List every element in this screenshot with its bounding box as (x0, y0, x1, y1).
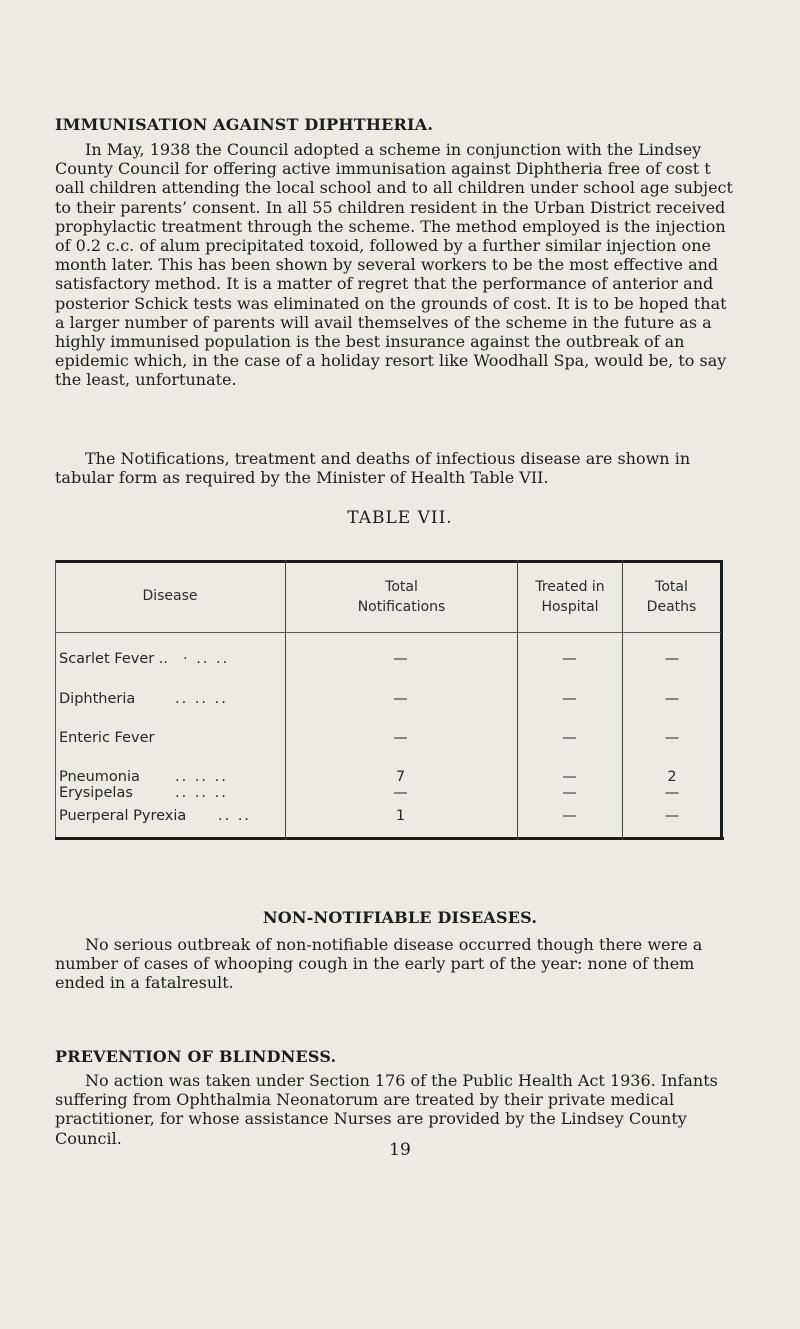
disease-name: Puerperal Pyrexia (59, 808, 187, 824)
header-divider (55, 632, 721, 633)
hospital-cell: — (562, 691, 577, 707)
notifications-cell: — (393, 691, 408, 707)
deaths-cell: — (664, 691, 680, 707)
disease-name: Enteric Fever (59, 730, 155, 746)
disease-name: Diphtheria (59, 691, 136, 707)
disease-name: Scarlet Fever .. (59, 651, 169, 667)
disease-name: Erysipelas (59, 785, 133, 801)
header-disease: Disease (142, 588, 198, 604)
deaths-cell: — (664, 785, 680, 801)
leader-dots: .. .. (218, 808, 252, 824)
table-row (55, 808, 721, 832)
table-row (55, 691, 721, 715)
notifications-cell: 7 (395, 769, 406, 785)
table-row (55, 785, 721, 809)
hospital-cell: — (562, 730, 577, 746)
hospital-cell: — (562, 785, 577, 801)
deaths-cell: — (664, 651, 680, 667)
disease-name: Pneumonia (59, 769, 140, 785)
header-notifications-line2: Notifications (357, 599, 446, 615)
deaths-cell: 2 (667, 769, 677, 785)
leader-dots: .. .. .. (175, 785, 228, 801)
header-hospital-line2: Hospital (541, 599, 599, 615)
hospital-cell: — (562, 651, 577, 667)
hospital-cell: — (562, 808, 577, 824)
table-row (55, 730, 721, 754)
notifications-cell: — (393, 785, 408, 801)
deaths-cell: — (664, 808, 680, 824)
immunisation-heading: IMMUNISATION AGAINST DIPHTHERIA. (55, 115, 434, 134)
deaths-cell: — (664, 730, 680, 746)
table-bottom-rule (55, 837, 724, 840)
notifications-cell: 1 (395, 808, 406, 824)
header-deaths-line2: Deaths (646, 599, 697, 615)
header-notifications-line1: Total (385, 579, 418, 595)
notifications-cell: — (393, 651, 408, 667)
page-number: 19 (389, 1140, 411, 1160)
notifications-paragraph: The Notifications, treatment and deaths of infectious disease are shown in tabular form as required by the Minister of Health Table VII. (55, 449, 691, 488)
header-deaths-line1: Total (655, 579, 688, 595)
leader-dots: · .. .. (183, 651, 230, 667)
leader-dots: .. .. .. (175, 769, 228, 785)
notifications-cell: — (393, 730, 408, 746)
blindness-heading: PREVENTION OF BLINDNESS. (55, 1047, 337, 1066)
header-hospital-line1: Treated in (535, 579, 605, 595)
table-title: TABLE VII. (347, 508, 453, 528)
hospital-cell: — (562, 769, 577, 785)
blindness-paragraph: No action was taken under Section 176 of the Public Health Act 1936. Infants suffering from Ophthalmia Neonatorum are treated by their private medical practitioner, for whose assistance Nurses are provided by the Lindsey County Council. (55, 1071, 718, 1148)
leader-dots: .. .. .. (175, 691, 228, 707)
non-notifiable-heading: NON-NOTIFIABLE DISEASES. (262, 908, 538, 927)
immunisation-paragraph: In May, 1938 the Council adopted a scheme in conjunction with the Lindsey County Council for offering active immunisation against Diphtheria free of cost t oall children attending the local school and to all children under school age subject to their parents’ consent. In all 55 children resident in the Urban District received prophylactic treatment through the scheme. The method employed is the injection of 0.2 c.c. of alum precipitated toxoid, followed by a further similar injection one month later. This has been shown by several workers to be the most effective and satisfactory method. It is a matter of regret that the performance of anterior and posterior Schick tests was eliminated on the grounds of cost. It is to be hoped that a larger number of parents will avail themselves of the scheme in the future as a highly immunised population is the best insurance against the outbreak of an epidemic which, in the case of a holiday resort like Woodhall Spa, would be, to say the least, unfortunate. (55, 140, 733, 390)
table-row (55, 651, 721, 675)
non-notifiable-paragraph: No serious outbreak of non-notifiable disease occurred though there were a number of cases of whooping cough in the early part of the year: none of them ended in a fatalresult. (55, 935, 703, 993)
